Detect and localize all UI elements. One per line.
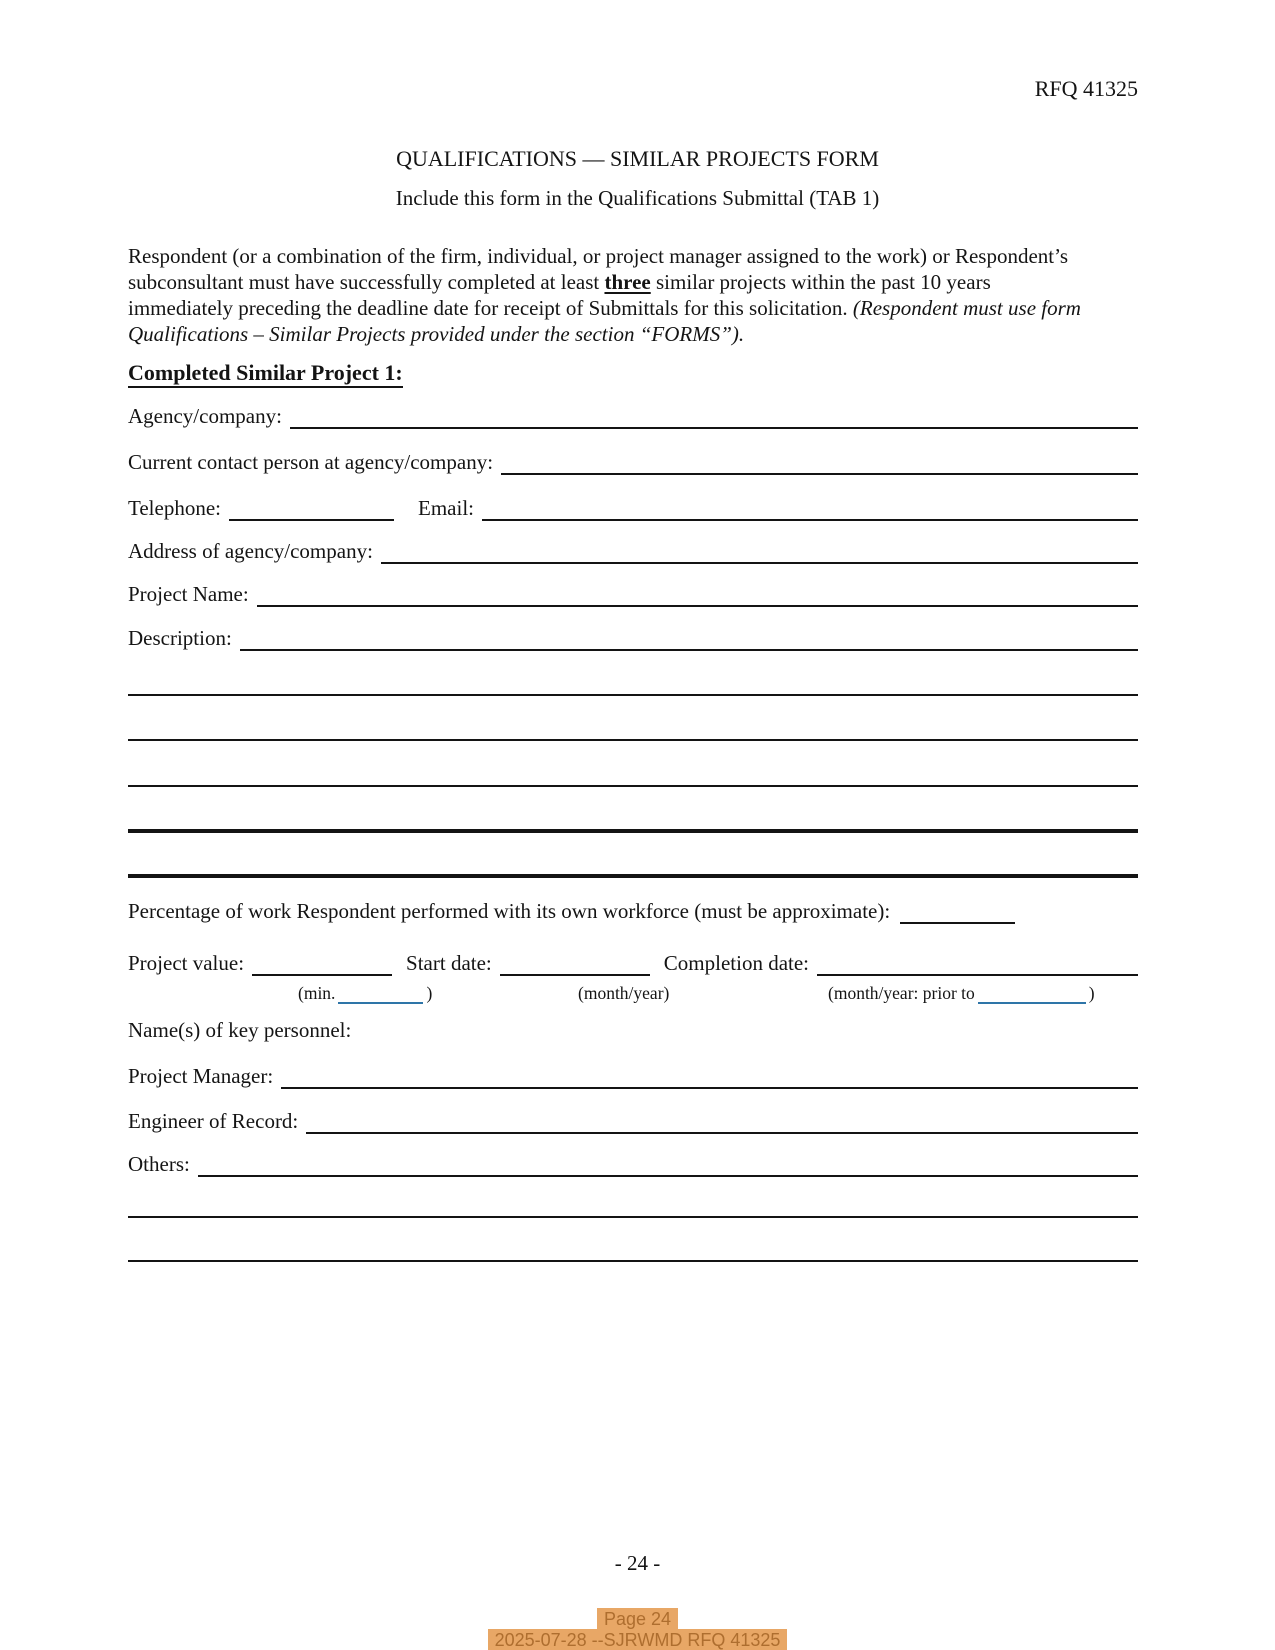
contact-blank-line — [501, 451, 1138, 475]
start-date-note — [578, 983, 669, 1004]
intro-emphasis-three: three — [604, 270, 651, 294]
date-subnotes-row — [128, 978, 1138, 1004]
engineer-of-record-blank-line — [306, 1110, 1138, 1134]
completion-date-blank-line — [817, 952, 1138, 976]
description-rule-line-3 — [128, 785, 1138, 787]
page-stamp: Page 24 — [597, 1608, 678, 1632]
intro-text-2: similar projects within the past 10 years immediately preceding the deadline date for receipt of Submittals for this solicitation. — [128, 270, 991, 320]
completion-date-label: Completion date: — [663, 951, 810, 975]
project-value-label: Project value: — [128, 951, 245, 975]
completion-note-close: ) — [1088, 983, 1095, 1003]
description-rule-line-2 — [128, 739, 1138, 741]
description-blank-line — [240, 627, 1138, 651]
key-personnel-heading-row — [128, 1018, 1138, 1043]
email-blank-line — [482, 497, 1138, 521]
form-title: QUALIFICATIONS — SIMILAR PROJECTS FORM — [396, 146, 879, 171]
footer-stamp-row-2 — [0, 1629, 1275, 1650]
intro-italic-note: (Respondent must use form Qualifications – Similar Projects provided under the section “FORMS”). — [128, 296, 1081, 346]
min-note-prefix: (min. — [298, 983, 336, 1003]
field-row-engineer-of-record — [128, 1109, 1138, 1134]
intro-text-1: Respondent (or a combination of the firm, individual, or project manager assigned to the work) or Respondent’s subconsultant must have successfully completed at least — [128, 244, 1069, 294]
agency-blank-line — [290, 405, 1138, 429]
min-value-note — [298, 983, 432, 1004]
field-row-project-value-dates — [128, 951, 1138, 976]
others-rule-line-1 — [128, 1216, 1138, 1218]
engineer-of-record-label: Engineer of Record: — [128, 1109, 299, 1133]
description-rule-line-4 — [128, 829, 1138, 833]
start-note-text: (month/year) — [578, 983, 670, 1003]
others-blank-line — [198, 1153, 1138, 1177]
telephone-blank-line — [229, 497, 394, 521]
completion-date-note — [828, 983, 1095, 1004]
field-row-telephone-email — [128, 496, 1138, 521]
field-row-others — [128, 1152, 1138, 1177]
others-label: Others: — [128, 1152, 190, 1176]
date-reference-stamp: 2025-07-28 --SJRWMD RFQ 41325 — [488, 1629, 788, 1650]
project-name-label: Project Name: — [128, 582, 249, 606]
field-row-address — [128, 539, 1138, 564]
start-date-label: Start date: — [406, 951, 492, 975]
description-rule-line-1 — [128, 694, 1138, 696]
form-subtitle: Include this form in the Qualifications Submittal (TAB 1) — [395, 186, 880, 210]
project-name-blank-line — [257, 583, 1138, 607]
agency-label: Agency/company: — [128, 404, 282, 428]
field-row-percentage — [128, 899, 1138, 924]
others-rule-line-2 — [128, 1260, 1138, 1262]
project-value-blank-line — [252, 952, 392, 976]
percentage-blank-line — [900, 900, 1015, 924]
email-label: Email: — [418, 496, 474, 520]
start-date-blank-line — [500, 952, 650, 976]
contact-label: Current contact person at agency/company: — [128, 450, 494, 474]
field-row-agency — [128, 404, 1138, 429]
description-label: Description: — [128, 626, 232, 650]
prior-to-date-field[interactable] — [978, 986, 1086, 1004]
project-manager-label: Project Manager: — [128, 1064, 274, 1088]
field-row-description — [128, 626, 1138, 651]
intro-paragraph — [128, 243, 1096, 347]
header-rfq-reference: RFQ 41325 — [1034, 76, 1138, 101]
key-personnel-label: Name(s) of key personnel: — [128, 1018, 352, 1042]
project-manager-blank-line — [281, 1065, 1138, 1089]
field-row-project-manager — [128, 1064, 1138, 1089]
address-blank-line — [381, 540, 1138, 564]
address-label: Address of agency/company: — [128, 539, 373, 563]
min-value-field[interactable] — [338, 986, 423, 1004]
section-heading — [128, 360, 1138, 386]
min-note-close: ) — [426, 983, 433, 1003]
description-rule-line-5 — [128, 874, 1138, 878]
percentage-label: Percentage of work Respondent performed with its own workforce (must be approximate): — [128, 899, 891, 923]
page-number: - 24 - — [614, 1551, 661, 1575]
field-row-contact — [128, 450, 1138, 475]
telephone-label: Telephone: — [128, 496, 221, 520]
field-row-project-name — [128, 582, 1138, 607]
completion-note-prefix: (month/year: prior to — [828, 983, 975, 1003]
section-heading-text: Completed Similar Project 1: — [128, 360, 403, 388]
